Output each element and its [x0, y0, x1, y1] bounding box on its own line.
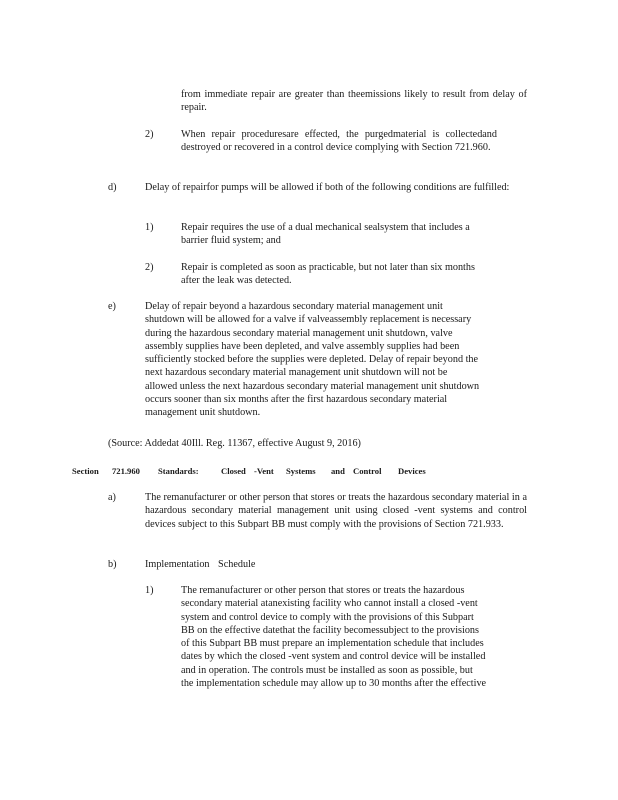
- section-title-word: Standards:: [158, 466, 199, 476]
- item-e-number: e): [108, 301, 116, 312]
- text-line: Delay of repair beyond a hazardous secondary material management unit: [145, 301, 443, 312]
- section-title-word: Systems: [286, 466, 316, 476]
- item-2-text: When repair proceduresare effected, the purgedmaterial is collectedand destroyed or recovered in a control device complying with Section 721.960.: [181, 129, 497, 154]
- item-d2-number: 2): [145, 262, 154, 273]
- text-line: next hazardous secondary material management unit shutdown will not be: [145, 367, 448, 379]
- text-line: assembly supplies have been depleted, and valve assembly supplies had been: [145, 340, 460, 352]
- section-title-word: -Vent: [254, 466, 274, 476]
- text-line: and in operation. The controls must be installed as soon as possible, but: [181, 664, 473, 676]
- text-line: Repair requires the use of a dual mechanical sealsystem that includes a: [181, 222, 470, 233]
- section-title-word: and: [331, 466, 345, 476]
- item-a-number: a): [108, 492, 116, 503]
- source-note: (Source: Addedat 40Ill. Reg. 11367, effective August 9, 2016): [108, 438, 361, 449]
- section-number: 721.960: [112, 466, 140, 476]
- item-b1-number: 1): [145, 585, 154, 596]
- text-line: management unit shutdown.: [145, 407, 261, 419]
- text-line: occurs sooner than six months after the first hazardous secondary material: [145, 394, 448, 406]
- text-line: allowed unless the next hazardous secondary material management unit shutdown: [145, 380, 480, 392]
- text-line: during the hazardous secondary material management unit shutdown, valve: [145, 327, 453, 339]
- text-line: after the leak was detected.: [181, 275, 292, 287]
- text-line: the implementation schedule may allow up to 30 months after the effective: [181, 678, 487, 690]
- item-d1-text: [181, 221, 527, 248]
- item-d2-text: [181, 261, 527, 288]
- item-d1-number: 1): [145, 222, 154, 233]
- text-line: Repair is completed as soon as practicable, but not later than six months: [181, 262, 475, 273]
- text-line: sufficiently stocked before the supplies were depleted. Delay of repair beyond the: [145, 354, 479, 366]
- text-line: barrier fluid system; and: [181, 235, 281, 247]
- item-e-text: [145, 300, 545, 420]
- item-2-number: 2): [145, 129, 154, 140]
- section-title-word: Devices: [398, 466, 426, 476]
- section-title-word: Closed: [221, 466, 246, 476]
- item-d-text: Delay of repairfor pumps will be allowed if both of the following conditions are fulfilled:: [145, 182, 510, 193]
- text-line: BB on the effective datethat the facility becomessubject to the provisions: [181, 624, 479, 636]
- item-b-title: Implementation Schedule: [145, 559, 256, 570]
- text-line: of this Subpart BB must prepare an implementation schedule that includes: [181, 638, 484, 650]
- item-b1-text: [181, 584, 531, 690]
- text-line: system and control device to comply with the provisions of this Subpart: [181, 611, 474, 623]
- text-line: secondary material atanexisting facility who cannot install a closed -vent: [181, 598, 478, 610]
- paragraph-continuation: from immediate repair are greater than theemissions likely to result from delay of repair.: [181, 89, 527, 114]
- text-line: shutdown will be allowed for a valve if valveassembly replacement is necessary: [145, 314, 472, 326]
- item-b-number: b): [108, 559, 117, 570]
- item-a-text: The remanufacturer or other person that stores or treats the hazardous secondary material in a hazardous secondary material management unit using closed -vent systems and control devices subject to this Subpart BB must comply with the provisions of Section 721.933.: [145, 492, 527, 530]
- item-d-number: d): [108, 182, 117, 193]
- section-title-word: Control: [353, 466, 382, 476]
- text-line: dates by which the closed -vent system and control device will be installed: [181, 651, 486, 663]
- text-line: The remanufacturer or other person that stores or treats the hazardous: [181, 585, 465, 596]
- section-label: Section: [72, 466, 99, 476]
